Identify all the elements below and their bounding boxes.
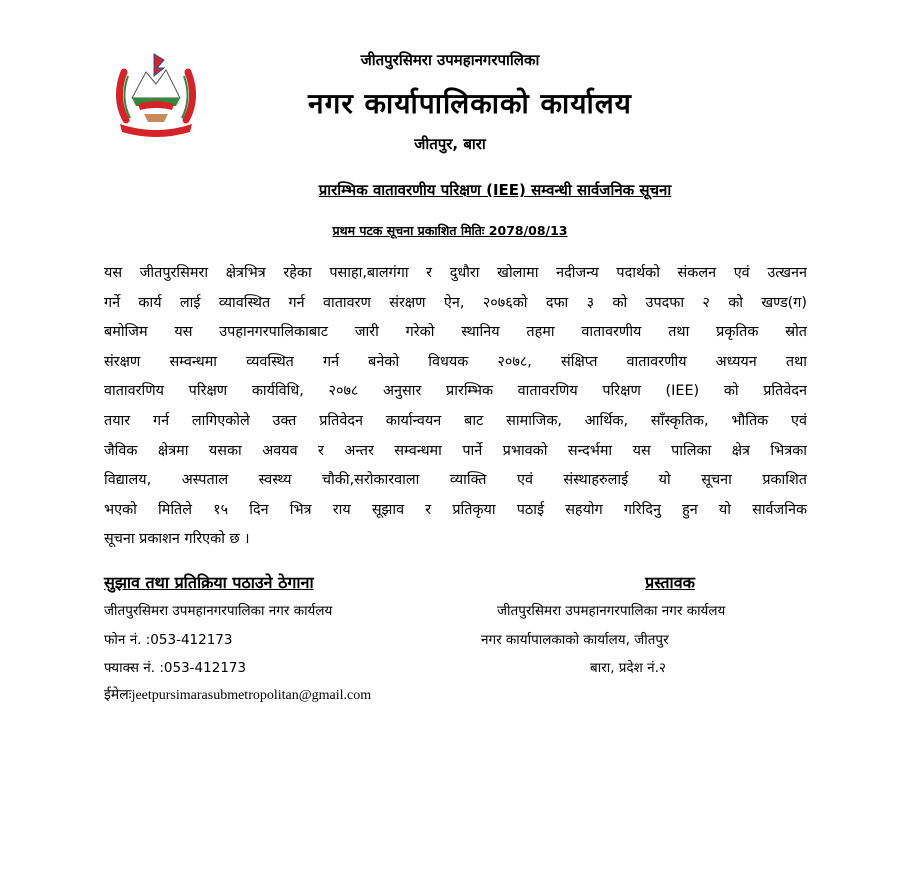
- body-line: यस जीतपुरसिमरा क्षेत्रभित्र रहेका पसाहा,बालगंगा र दुधौरा खोलामा नदीजन्य पदार्थको संकलन एवं उत्खनन: [104, 265, 807, 281]
- organization-name: जीतपुरसिमरा उपमहानगरपालिका: [360, 51, 540, 69]
- body-line: जैविक क्षेत्रमा यसका अवयव र अन्तर सम्वन्धमा पार्ने प्रभावको सन्दर्भमा यस पालिका क्षेत्र भित्रका: [104, 442, 807, 459]
- notice-title: प्रारम्भिक वातावरणीय परिक्षण (IEE) सम्वन्धी सार्वजनिक सूचना: [318, 181, 672, 199]
- feedback-email: ईमेलःjeetpursimarasubmetropolitan@gmail.com: [104, 688, 372, 703]
- body-line: संरक्षण सम्वन्धमा व्यवस्थित गर्न बनेको विधयक २०७८, संक्षिप्त वातावरणीय अध्ययन तथा: [104, 353, 807, 370]
- body-line: बमोजिम यस उपहानगरपालिकाबाट जारी गरेको स्थानिय तहमा वातावरणीय तथा प्रकृतिक स्रोत: [104, 324, 807, 341]
- publish-date-line: प्रथम पटक सूचना प्रकाशित मितिः 2078/08/13: [332, 223, 568, 238]
- body-line: वातावरणिय परिक्षण कार्यविधि, २०७८ अनुसार प्रारम्भिक वातावरणिय परिक्षण (IEE) को प्रतिवेदन: [104, 383, 807, 400]
- notice-body: [104, 259, 807, 555]
- feedback-address-title: सुझाव तथा प्रतिक्रिया पठाउने ठेगाना: [104, 573, 314, 592]
- feedback-phone: फोन नं. :053-412173: [104, 632, 233, 648]
- body-line: विद्यालय, अस्पताल स्वस्थ्य चौकी,सरोकारवाला व्याक्ति एवं संस्थाहरुलाई यो सूचना प्रकाशित: [104, 472, 807, 489]
- proposer-line-3: बारा, प्रदेश नं.२: [590, 660, 666, 676]
- nepal-coat-of-arms-icon: [110, 50, 202, 138]
- proposer-line-1: जीतपुरसिमरा उपमहानगरपालिका नगर कार्यलय: [497, 603, 726, 619]
- body-line: तयार गर्न लागिएकोले उक्त प्रतिवेदन कार्यान्वयन बाट सामाजिक, आर्थिक, साँस्कृतिक, भौतिक एवं: [104, 412, 807, 429]
- body-line: गर्ने कार्य लाई व्यावस्थित गर्न वातावरण संरक्षण ऐन, २०७६को दफा ३ को उपदफा २ को खण्ड(ग): [104, 294, 807, 311]
- office-location: जीतपुर, बारा: [414, 135, 486, 153]
- proposer-title: प्रस्तावक: [645, 573, 695, 592]
- office-title: नगर कार्यापालिकाको कार्यालय: [308, 87, 632, 120]
- body-line: भएको मितिले १५ दिन भित्र राय सूझाव र प्रतिकृया पठाई सहयोग गरिदिनु हुन यो सार्वजनिक: [104, 501, 807, 518]
- feedback-office: जीतपुरसिमरा उपमहानगरपालिका नगर कार्यलय: [104, 603, 333, 619]
- feedback-fax: फ्याक्स नं. :053-412173: [104, 660, 247, 676]
- proposer-line-2: नगर कार्यापालकाको कार्यालय, जीतपुर: [481, 632, 669, 648]
- body-line: सूचना प्रकाशन गरिएको छ ।: [104, 531, 250, 548]
